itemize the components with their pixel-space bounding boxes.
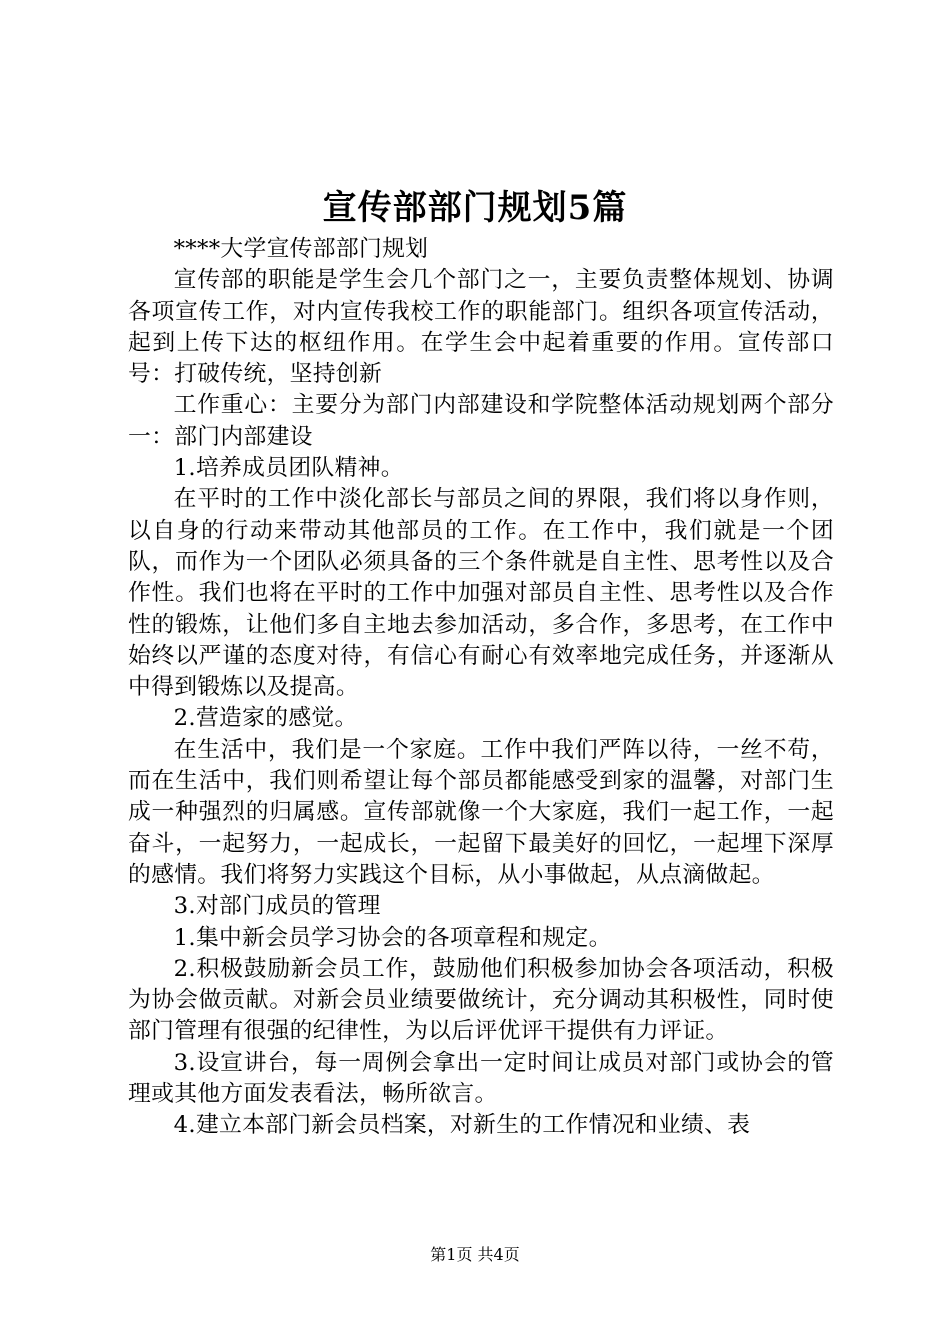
paragraph: 3.设宣讲台，每一周例会拿出一定时间让成员对部门或协会的管理或其他方面发表看法，畅所欲言。 [128, 1049, 834, 1108]
paragraph: ****大学宣传部部门规划 [173, 236, 429, 262]
paragraph: 2.积极鼓励新会员工作，鼓励他们积极参加协会各项活动，积极为协会做贡献。对新会员业绩要做统计，充分调动其积极性，同时使部门管理有很强的纪律性，为以后评优评干提供有力评证。 [128, 955, 834, 1045]
paragraph: 3.对部门成员的管理 [173, 893, 381, 920]
document-body [128, 234, 834, 1142]
document-title: 宣传部部门规划5篇 [322, 188, 628, 228]
paragraph: 在平时的工作中淡化部长与部员之间的界限，我们将以身作则，以自身的行动来带动其他部员的工作。在工作中，我们就是一个团队，而作为一个团队必须具备的三个条件就是自主性、思考性以及合作性。我们也将在平时的工作中加强对部员自主性、思考性以及合作性的锻炼，让他们多自主地去参加活动，多合作，多思考，在工作中始终以严谨的态度对待，有信心有耐心有效率地完成任务，并逐渐从中得到锻炼以及提高。 [128, 486, 834, 701]
paragraph: 1.培养成员团队精神。 [173, 455, 404, 482]
paragraph: 宣传部的职能是学生会几个部门之一，主要负责整体规划、协调各项宣传工作，对内宣传我校工作的职能部门。组织各项宣传活动，起到上传下达的枢纽作用。在学生会中起着重要的作用。宣传部口号：打破传统，坚持创新 [128, 267, 834, 388]
paragraph: 2.营造家的感觉。 [173, 705, 358, 732]
paragraph: 4.建立本部门新会员档案，对新生的工作情况和业绩、表 [173, 1112, 751, 1139]
page-number: 第1页 共4页 [430, 1245, 520, 1264]
paragraph: 在生活中，我们是一个家庭。工作中我们严阵以待，一丝不苟，而在生活中，我们则希望让每个部员都能感受到家的温馨，对部门生成一种强烈的归属感。宣传部就像一个大家庭，我们一起工作，一起奋斗，一起努力，一起成长，一起留下最美好的回忆，一起埋下深厚的感情。我们将努力实践这个目标，从小事做起，从点滴做起。 [128, 736, 834, 888]
paragraph: 工作重心：主要分为部门内部建设和学院整体活动规划两个部分一：部门内部建设 [128, 392, 834, 450]
paragraph: 1.集中新会员学习协会的各项章程和规定。 [173, 924, 612, 951]
